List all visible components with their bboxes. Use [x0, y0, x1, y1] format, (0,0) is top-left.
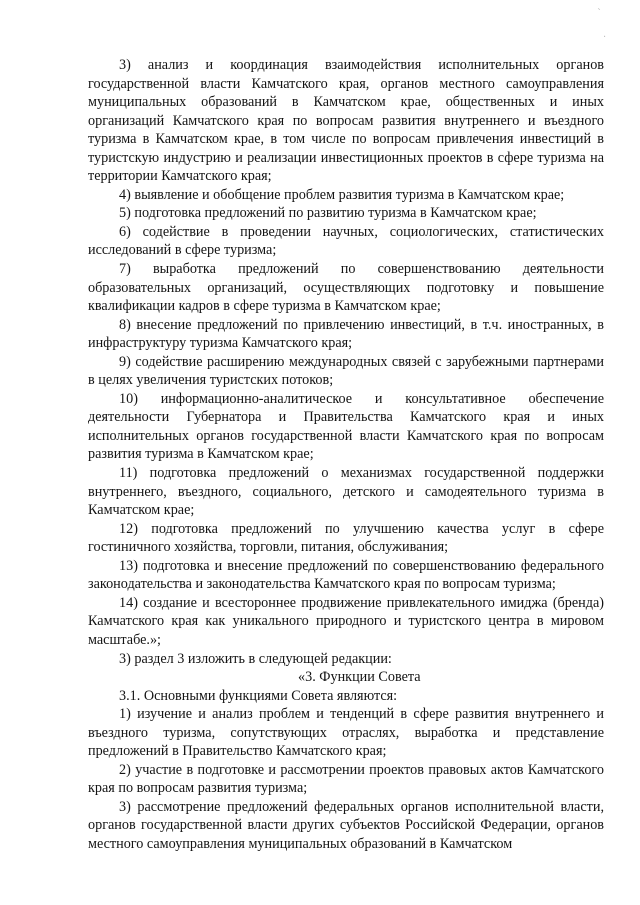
section-heading: «3. Функции Совета	[298, 669, 421, 686]
paragraph-item-13: 13) подготовка и внесение предложений по совершенствованию федерального законодательства и законодательства Камчатского края по вопросам туризма;	[88, 557, 604, 593]
paragraph-item-6: 6) содействие в проведении научных, социологических, статистических исследований в сфере туризма;	[88, 223, 604, 259]
amendment-instruction: 3) раздел 3 изложить в следующей редакции:	[119, 650, 392, 667]
paragraph-item-12: 12) подготовка предложений по улучшению качества услуг в сфере гостиничного хозяйства, торговли, питания, обслуживания;	[88, 520, 604, 556]
paragraph-item-14: 14) создание и всестороннее продвижение привлекательного имиджа (бренда) Камчатского края как уникального природного и туристского центра в мировом масштабе.»;	[88, 594, 604, 648]
paragraph-item-11: 11) подготовка предложений о механизмах государственной поддержки внутреннего, въездного, социального, детского и самодеятельного туризма в Камчатском крае;	[88, 465, 604, 519]
clause-3-1: 3.1. Основными функциями Совета являются:	[119, 687, 398, 704]
function-item-3: 3) рассмотрение предложений федеральных органов исполнительной власти, органов государственной власти других субъектов Российской Федерации, органов местного самоуправления муниципальных образований в Камчатском	[88, 798, 604, 852]
paragraph-item-8: 8) внесение предложений по привлечению инвестиций, в т.ч. иностранных, в инфраструктуру туризма Камчатского края;	[88, 316, 604, 352]
paragraph-item-10: 10) информационно-аналитическое и консультативное обеспечение деятельности Губернатора и Правительства Камчатского края и иных исполнительных органов государственной власти Камчатского края по вопросам развития туризма в Камчатском крае;	[88, 390, 604, 463]
document-body	[88, 56, 604, 854]
scan-speck: `	[597, 8, 602, 19]
paragraph-item-5: 5) подготовка предложений по развитию туризма в Камчатском крае;	[119, 205, 537, 222]
function-item-1: 1) изучение и анализ проблем и тенденций в сфере развития внутреннего и въездного туризма, сопутствующих отраслях, выработка и представление предложений в Правительство Камчатского края;	[88, 706, 604, 760]
function-item-2: 2) участие в подготовке и рассмотрении проектов правовых актов Камчатского края по вопросам развития туризма;	[88, 761, 604, 797]
scan-speck: ·	[603, 32, 607, 43]
paragraph-item-4: 4) выявление и обобщение проблем развития туризма в Камчатском крае;	[119, 186, 565, 203]
paragraph-item-7: 7) выработка предложений по совершенствованию деятельности образовательных организаций, осуществляющих подготовку и повышение квалификации кадров в сфере туризма в Камчатском крае;	[88, 261, 604, 315]
paragraph-item-9: 9) содействие расширению международных связей с зарубежными партнерами в целях увеличения туристских потоков;	[88, 353, 604, 389]
paragraph-item-3: 3) анализ и координация взаимодействия исполнительных органов государственной власти Камчатского края, органов местного самоуправления муниципальных образований в Камчатском крае, общественных и иных организаций Камчатского края по вопросам развития внутреннего и въездного туризма в Камчатском крае, в том числе по вопросам привлечения инвестиций в туристскую индустрию и реализации инвестиционных проектов в сфере туризма на территории Камчатского края;	[88, 57, 604, 185]
